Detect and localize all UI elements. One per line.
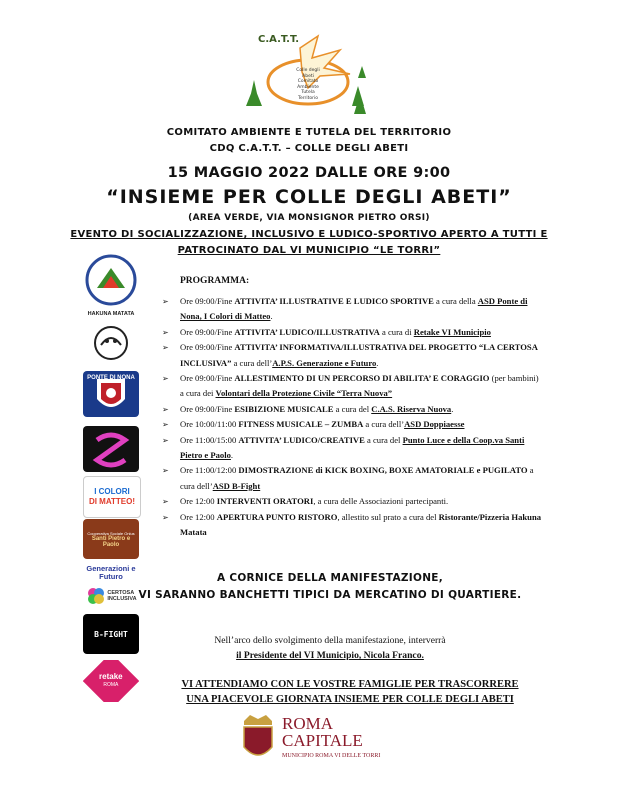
roma-line-3: MUNICIPIO ROMA VI DELLE TORRI (282, 753, 381, 759)
event-description-line-2: PATROCINATO DAL VI MUNICIPIO “LE TORRI” (177, 245, 441, 256)
hakuna-matata-text: HAKUNA MATATA (87, 311, 135, 317)
program-list (162, 294, 542, 541)
cornice-line-2: VI SARANNO BANCHETTI TIPICI DA MERCATINO DI QUARTIERE. (138, 589, 522, 601)
program-item: ➢ Ore 11:00/15:00 ATTIVITA’ LUDICO/CREATIVE a cura del Punto Luce e della Coop.va Santi Pietro e Paolo. (162, 434, 525, 461)
hakuna-matata-emblem (83, 311, 139, 367)
sponsor-logo-ponte-di-nona (83, 371, 139, 417)
roma-line-2: CAPITALE (282, 731, 363, 750)
sponsor-logo-doppiaesse (83, 426, 139, 472)
sponsor-logo-santi-pietro-e-paolo: Cooperativa Sociale Onlus Santi Pietro e Paolo (83, 519, 139, 559)
catt-logo (240, 28, 375, 118)
sponsor-logo-i-colori-di-matteo: I COLORI DI MATTEO! (83, 476, 141, 518)
final-line-1: VI ATTENDIAMO CON LE VOSTRE FAMIGLIE PER TRASCORRERE (181, 679, 519, 690)
program-item: ➢ Ore 09:00/Fine ATTIVITA’ LUDICO/ILLUSTRATIVA a cura di Retake VI Municipio (162, 326, 491, 337)
event-date: 15 MAGGIO 2022 DALLE ORE 9:00 (167, 165, 451, 181)
program-item: ➢ Ore 11:00/12:00 DIMOSTRAZIONE di KICK BOXING, BOXE AMATORIALE e PUGILATO a cura dell’ASD B-Fight (162, 465, 534, 491)
sponsor-logo-generazioni-e-futuro: Generazioni e Futuro (86, 564, 136, 581)
sponsor-logo-protezione-civile (83, 254, 139, 306)
sponsor-logo-b-fight: B-FIGHT (83, 614, 139, 654)
program-item: ➢ Ore 12:00 APERTURA PUNTO RISTORO, allestito sul prato a cura del Ristorante/Pizzeria Hakuna Matata (162, 511, 542, 538)
programma-label: PROGRAMMA: (180, 276, 250, 286)
event-title: “INSIEME PER COLLE DEGLI ABETI” (106, 186, 512, 208)
roma-shield-icon (240, 713, 276, 765)
sponsor-logo-retake: retake ROMA (83, 660, 139, 702)
program-item: ➢ Ore 09:00/Fine ATTIVITA’ INFORMATIVA/ILLUSTRATIVA DEL PROGETTO “LA CERTOSA INCLUSIVA” a cura dell’A.P.S. Generazione e Futuro. (162, 342, 538, 368)
event-description-line-1: EVENTO DI SOCIALIZZAZIONE, INCLUSIVO E LUDICO-SPORTIVO APERTO A TUTTI E (70, 229, 548, 240)
program-item: ➢ Ore 10:00/11:00 FITNESS MUSICALE – ZUMBA a cura dell’ASD Doppiaesse (162, 419, 465, 430)
program-item: ➢ Ore 12:00 INTERVENTI ORATORI, a cura delle Associazioni partecipanti. (162, 496, 449, 507)
ponte-di-nona-text: PONTE DI NONA (87, 375, 135, 381)
doppiaesse-emblem (83, 426, 139, 472)
catt-logo-text: C.A.T.T. (258, 34, 300, 45)
roma-line-1: ROMA (282, 714, 334, 733)
arco-line-2: il Presidente del VI Municipio, Nicola Franco. (236, 650, 424, 661)
program-item: ➢ Ore 09:00/Fine ATTIVITA’ ILLUSTRATIVE E LUDICO SPORTIVE a cura della ASD Ponte di Nona, I Colori di Matteo. (162, 296, 528, 322)
cornice-line-1: A CORNICE DELLA MANIFESTAZIONE, (216, 572, 444, 584)
sponsor-logo-hakuna-matata (83, 311, 139, 367)
header-line-1: COMITATO AMBIENTE E TUTELA DEL TERRITORIO (166, 127, 452, 138)
program-item: ➢ Ore 09:00/Fine ESIBIZIONE MUSICALE a cura del C.A.S. Riserva Nuova. (162, 403, 454, 414)
event-location: (AREA VERDE, VIA MONSIGNOR PIETRO ORSI) (188, 213, 430, 223)
catt-logo-tagline: Colle degli Abeti Comitato Ambiente Tutela Territorio (296, 68, 320, 101)
header-line-2: CDQ C.A.T.T. – COLLE DEGLI ABETI (209, 143, 409, 154)
arco-line-1: Nell’arco dello svolgimento della manifestazione, interverrà (214, 635, 446, 646)
sponsor-logo-certosa-inclusiva: CERTOSA INCLUSIVA (83, 585, 139, 607)
certosa-inclusiva-emblem (85, 585, 107, 607)
program-item: ➢ Ore 09:00/Fine ALLESTIMENTO DI UN PERCORSO DI ABILITA’ E CORAGGIO (per bambini) a cura dei Volontari della Protezione Civile “Terra Nuova” (162, 373, 539, 399)
roma-capitale-logo (240, 713, 410, 769)
final-line-2: UNA PIACEVOLE GIORNATA INSIEME PER COLLE DEGLI ABETI (186, 694, 514, 705)
protezione-civile-emblem (85, 254, 137, 306)
